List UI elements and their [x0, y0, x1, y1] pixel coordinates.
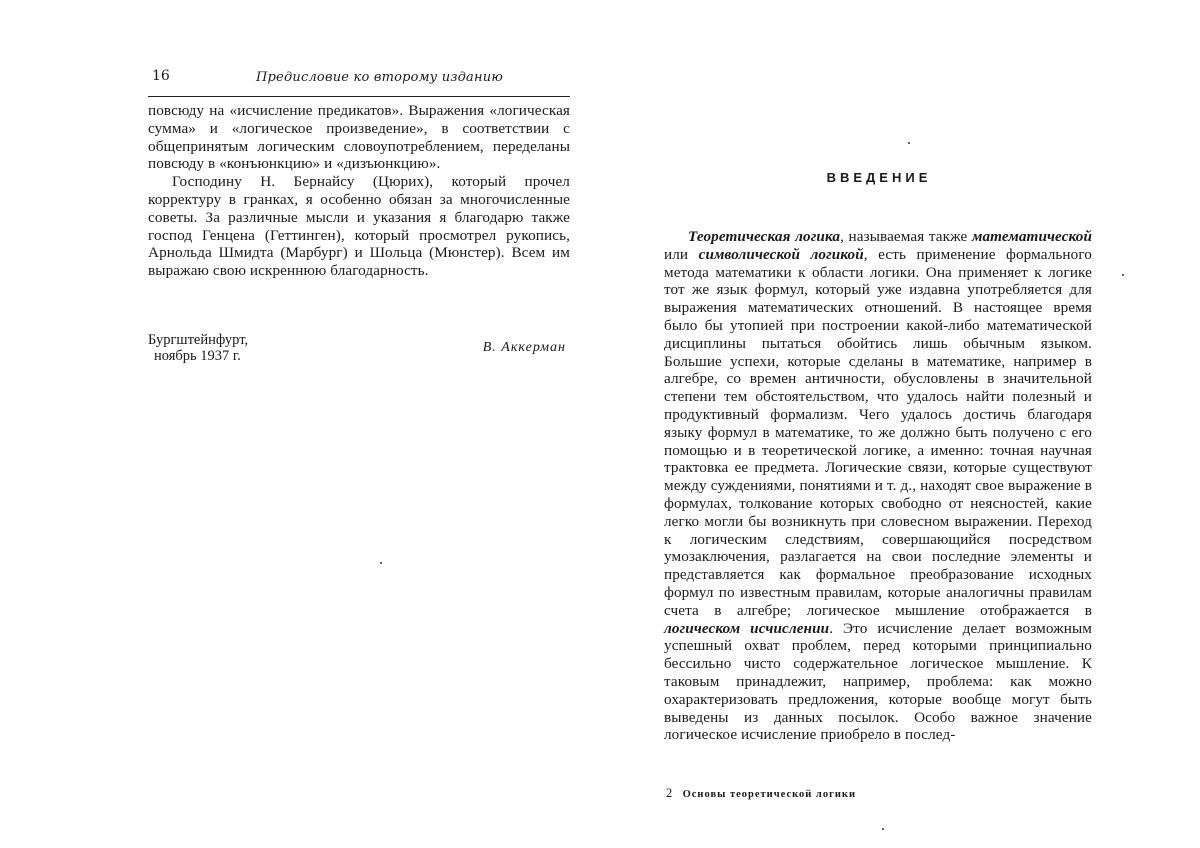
page-number: 16	[152, 68, 170, 84]
left-body-text	[148, 102, 570, 280]
term-mathematical: математической	[972, 228, 1092, 245]
text-run: . Это исчисление делает возможным успешный охват проблем, перед которыми принципиально бессильно чисто содержательное логическое мышление. К таковым принадлежит, например, проблема: как можно охарактеризовать предложения, которые вообще могут быть выведены из данных посылок. Особо важное значение логическое исчисление приобрело в послед-	[664, 620, 1092, 744]
scan-speck	[882, 828, 884, 830]
running-head	[148, 66, 570, 97]
scan-speck	[380, 562, 382, 564]
right-body-text	[664, 228, 1092, 744]
text-run: или	[664, 246, 699, 263]
signature-number: 2	[666, 786, 673, 800]
date: ноябрь 1937 г.	[148, 348, 248, 364]
place: Бургштейнфурт,	[148, 332, 248, 348]
term-theoretical-logic: Теоретическая логика	[688, 228, 840, 245]
signature-title: Основы теоретической логики	[683, 789, 856, 800]
text-run: , есть применение формального метода математики к области логики. Она применяет к логике тот же язык формул, который уже издавна употребляется для выражения математических отношений. В настоящее время было бы утопией при построении какой-либо математической дисциплины пытаться обойтись лишь обычным языком. Большие успехи, которые сделаны в математике, например в алгебре, со времен античности, обусловлены в значительной степени тем обстоятельством, что удалось найти полезный и продуктивный формализм. Чего удалось достичь благодаря языку формул в математике, то же должно быть получено с его помощью и в теоретической логике, а именно: точная научная трактовка ее предмета. Логические связи, которые существуют между суждениями, понятиями и т. д., находят свое выражение в формулах, толкование которых свободно от неясностей, какие легко могли бы возникнуть при словесном выражении. Переход к логическим следствиям, совершающийся посредством умозаключения, разлагается на свои последние элементы и представляется как формальное преобразование исходных формул по известным правилам, которые аналогичны правилам счета в алгебре; логическое мышление отображается в	[664, 246, 1092, 619]
term-symbolic-logic: символической логикой	[699, 246, 864, 263]
text-run: , называемая также	[840, 228, 972, 245]
running-head-title: Предисловие ко второму изданию	[256, 70, 503, 85]
author-signature: В. Аккерман	[483, 340, 566, 356]
place-and-date	[148, 332, 248, 364]
scan-speck	[1122, 274, 1124, 276]
printer-signature	[666, 786, 856, 801]
chapter-heading: ВВЕДЕНИЕ	[664, 170, 1094, 185]
left-paragraph-2: Господину Н. Бернайсу (Цюрих), который прочел корректуру в гранках, я особенно обязан за многочисленные советы. За различные мысли и указания я благодарю также господ Генцена (Геттинген), который просмотрел рукопись, Арнольда Шмидта (Марбург) и Шольца (Мюнстер). Всем им выражаю свою искреннюю благодарность.	[148, 173, 570, 280]
term-logical-calculus: логическом исчислении	[664, 620, 829, 637]
left-paragraph-1: повсюду на «исчисление предикатов». Выражения «логическая сумма» и «логическое произведение», в соответствии с общепринятым логическим словоупотреблением, переделаны повсюду в «конъюнкцию» и «дизъюнкцию».	[148, 102, 570, 173]
scan-speck	[908, 142, 910, 144]
introduction-paragraph	[664, 228, 1092, 744]
